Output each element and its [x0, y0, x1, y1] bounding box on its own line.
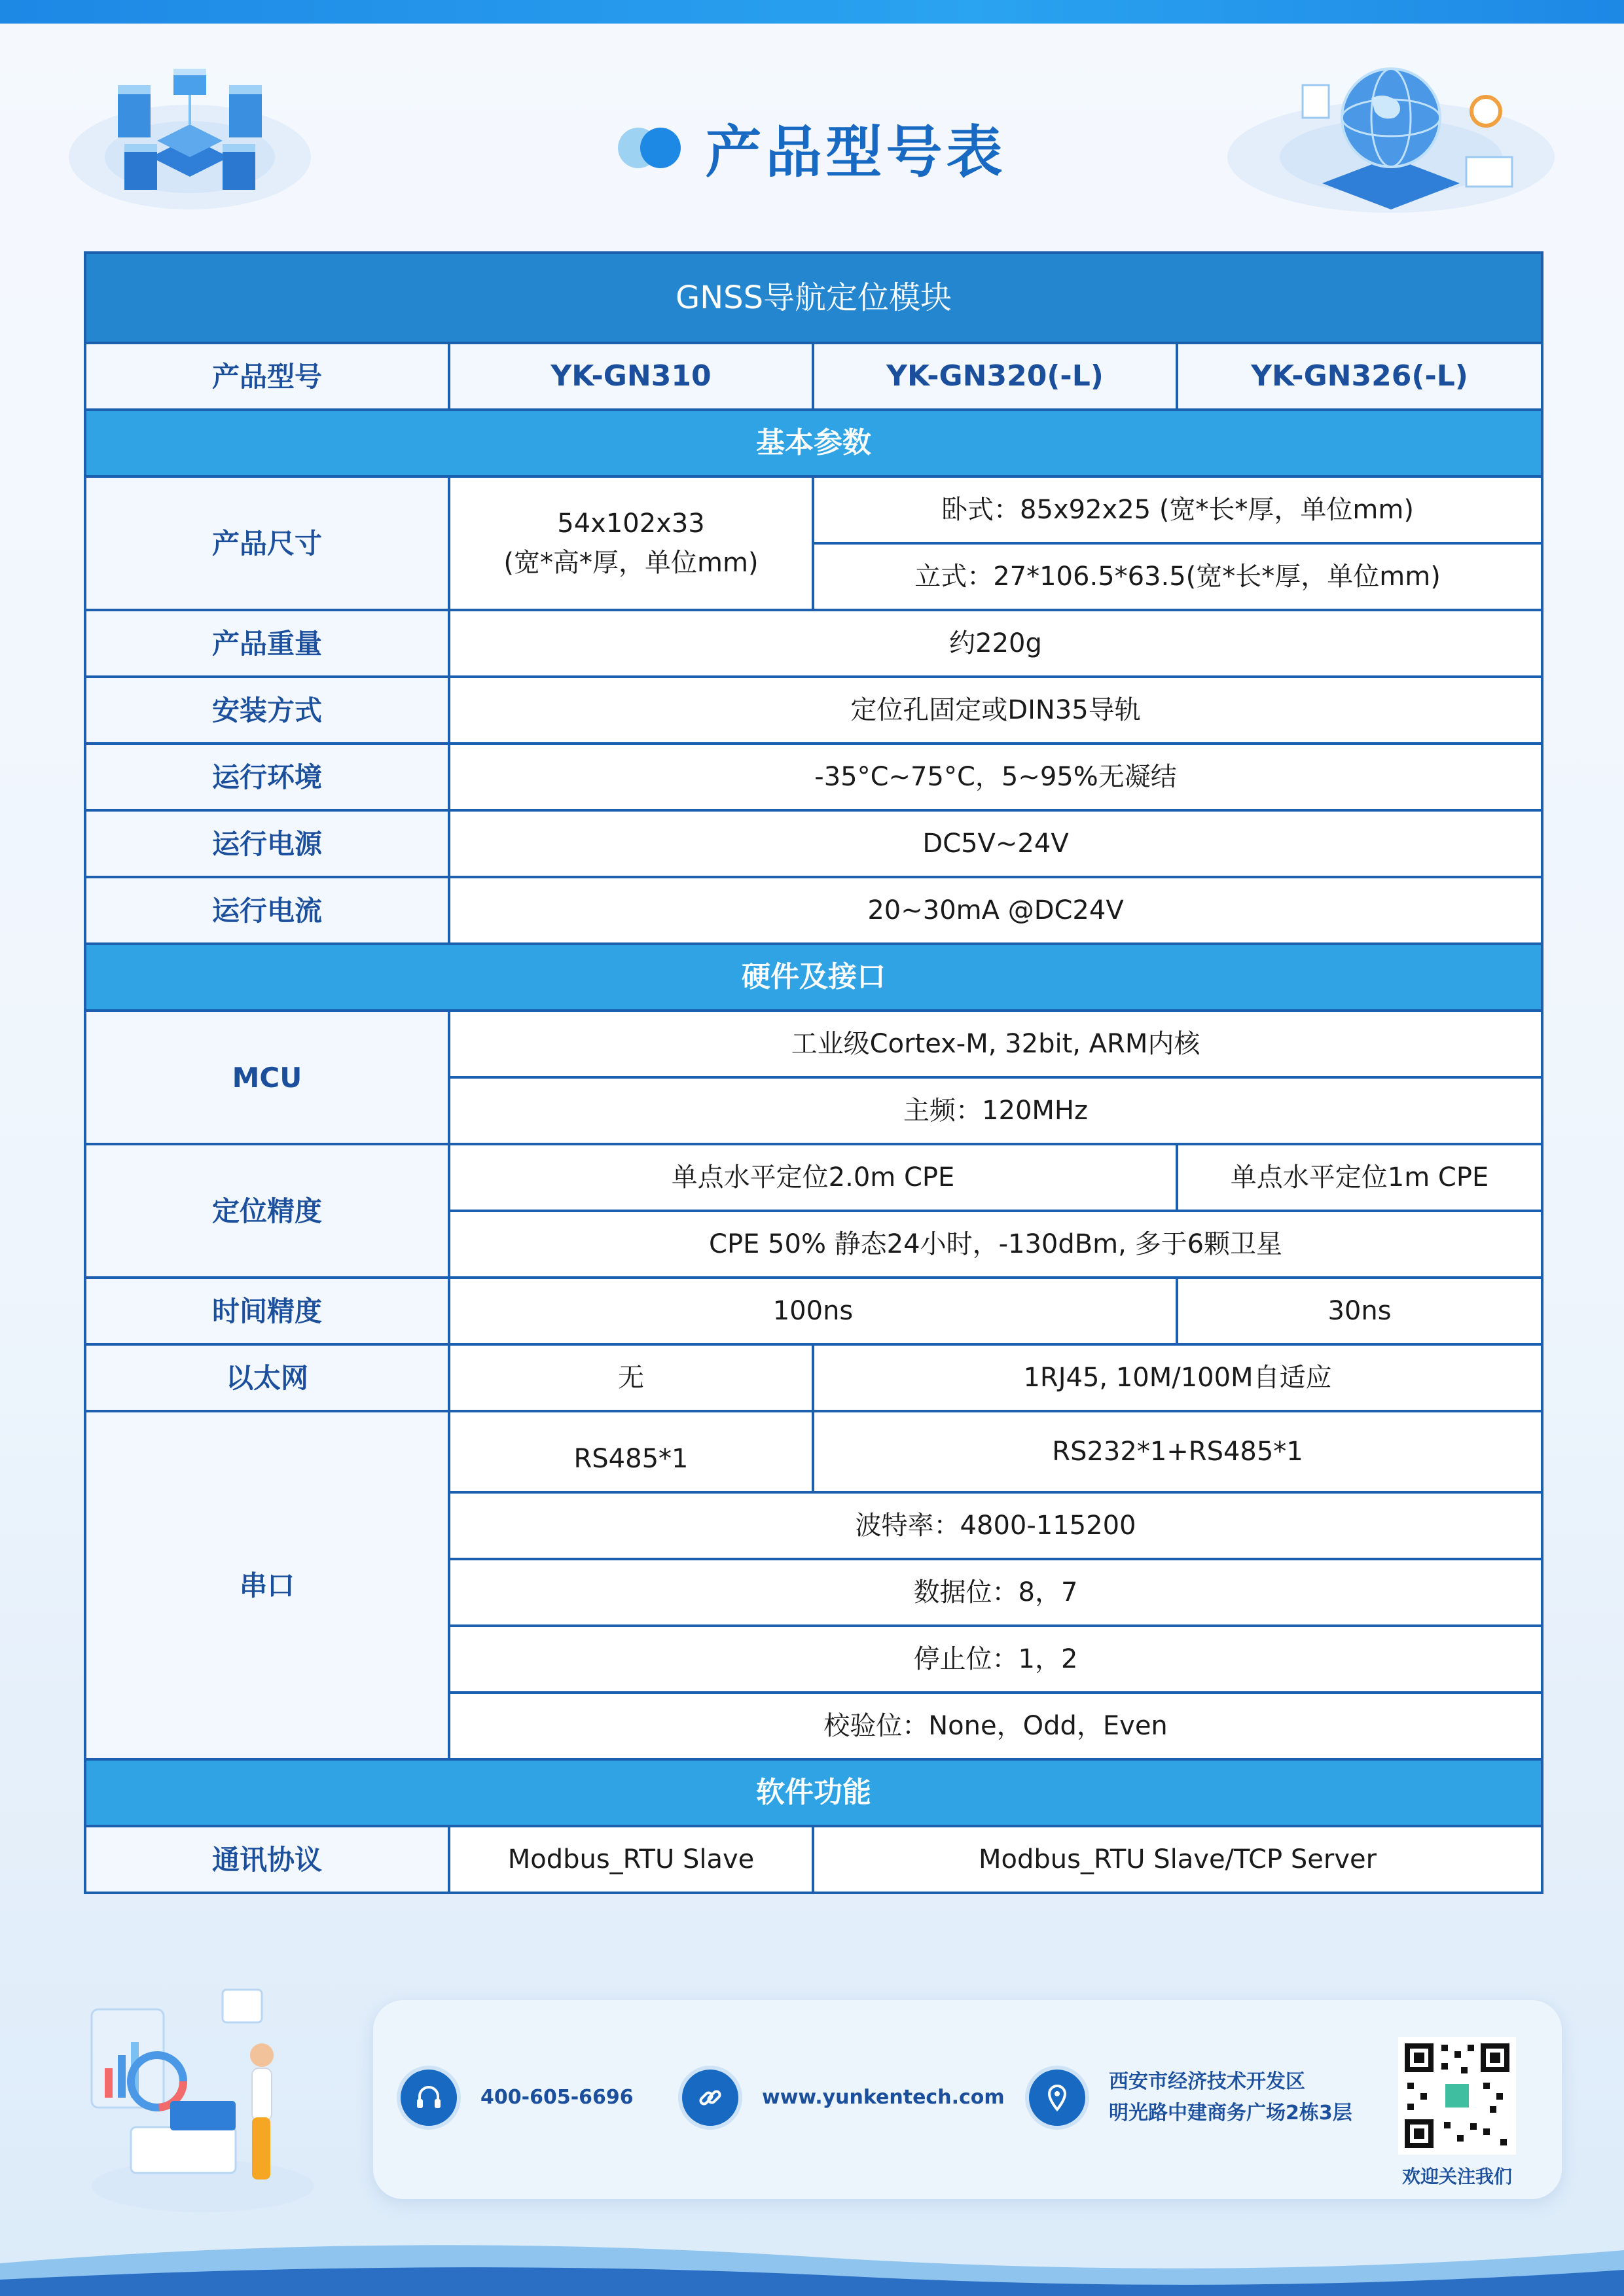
phone-item[interactable]	[397, 2066, 634, 2130]
mount-label: 安装方式	[85, 677, 449, 744]
serial-data: 数据位：8，7	[449, 1559, 1542, 1626]
weight-label: 产品重量	[85, 610, 449, 677]
section-software-row	[85, 1759, 1542, 1826]
time-a: 100ns	[449, 1278, 1177, 1344]
top-accent-bar	[0, 0, 1624, 24]
section-basic: 基本参数	[85, 410, 1542, 476]
size-row-1	[85, 476, 1542, 543]
model-gn326: YK-GN326(-L)	[1177, 343, 1542, 410]
table-title: GNSS导航定位模块	[85, 253, 1542, 343]
mount-value: 定位孔固定或DIN35导轨	[449, 677, 1542, 744]
section-basic-row	[85, 410, 1542, 476]
env-row	[85, 744, 1542, 810]
size-gn310	[449, 476, 813, 610]
address-item	[1025, 2066, 1352, 2130]
ethernet-row	[85, 1344, 1542, 1411]
precision-label: 定位精度	[85, 1144, 449, 1278]
section-software: 软件功能	[85, 1759, 1542, 1826]
serial-label: 串口	[85, 1411, 449, 1759]
ethernet-b: 1RJ45, 10M/100M自适应	[813, 1344, 1542, 1411]
serial-stop: 停止位：1，2	[449, 1626, 1542, 1693]
current-label: 运行电流	[85, 877, 449, 944]
serial-a: RS485*1	[449, 1411, 813, 1492]
model-gn320: YK-GN320(-L)	[813, 343, 1177, 410]
mcu-row-1	[85, 1011, 1542, 1077]
bottom-wave-decoration	[0, 2217, 1624, 2296]
ethernet-label: 以太网	[85, 1344, 449, 1411]
precision-b: 单点水平定位1m CPE	[1177, 1144, 1542, 1211]
address-text	[1109, 2066, 1352, 2129]
ethernet-a: 无	[449, 1344, 813, 1411]
product-spec-table	[84, 251, 1543, 1894]
current-row	[85, 877, 1542, 944]
mcu-freq: 主频：120MHz	[449, 1077, 1542, 1144]
size-label: 产品尺寸	[85, 476, 449, 610]
protocol-row	[85, 1826, 1542, 1893]
weight-value: 约220g	[449, 610, 1542, 677]
section-hardware: 硬件及接口	[85, 944, 1542, 1011]
website-url: www.yunkentech.com	[762, 2086, 1005, 2109]
env-value: -35°C~75°C，5~95%无凝结	[449, 744, 1542, 810]
page-title: 产品型号表	[705, 120, 1007, 185]
time-label: 时间精度	[85, 1278, 449, 1344]
power-value: DC5V~24V	[449, 810, 1542, 877]
protocol-a: Modbus_RTU Slave	[449, 1826, 813, 1893]
table-header-row	[85, 253, 1542, 343]
current-value: 20~30mA @DC24V	[449, 877, 1542, 944]
size-gn310-dims: 54x102x33	[557, 509, 705, 539]
precision-row-1	[85, 1144, 1542, 1211]
title-dots-icon	[618, 124, 690, 170]
power-label: 运行电源	[85, 810, 449, 877]
serial-row-1	[85, 1411, 1542, 1492]
weight-row	[85, 610, 1542, 677]
headset-icon	[397, 2066, 461, 2130]
precision-note: CPE 50% 静态24小时，-130dBm, 多于6颗卫星	[449, 1211, 1542, 1278]
protocol-b: Modbus_RTU Slave/TCP Server	[813, 1826, 1542, 1893]
precision-a: 单点水平定位2.0m CPE	[449, 1144, 1177, 1211]
section-hardware-row	[85, 944, 1542, 1011]
model-label: 产品型号	[85, 343, 449, 410]
page-title-block	[0, 111, 1624, 183]
qr-caption: 欢迎关注我们	[1401, 2166, 1512, 2187]
qr-code[interactable]	[1398, 2037, 1516, 2155]
power-row	[85, 810, 1542, 877]
time-b: 30ns	[1177, 1278, 1542, 1344]
protocol-label: 通讯协议	[85, 1826, 449, 1893]
serial-b: RS232*1+RS485*1	[813, 1411, 1542, 1492]
size-horizontal: 卧式：85x92x25 (宽*长*厚，单位mm)	[813, 476, 1542, 543]
serial-baud: 波特率：4800-115200	[449, 1492, 1542, 1559]
address-line-2: 明光路中建商务广场2栋3层	[1109, 2102, 1352, 2125]
phone-number: 400-605-6696	[480, 2086, 634, 2109]
website-item[interactable]	[678, 2066, 1005, 2130]
serial-parity: 校验位：None，Odd，Even	[449, 1693, 1542, 1759]
size-vertical: 立式：27*106.5*63.5(宽*长*厚，单位mm)	[813, 543, 1542, 610]
link-icon	[678, 2066, 742, 2130]
analyst-illustration	[79, 1970, 327, 2219]
size-gn310-unit: (宽*高*厚，单位mm)	[503, 548, 759, 578]
mcu-core: 工业级Cortex-M, 32bit, ARM内核	[449, 1011, 1542, 1077]
mcu-label: MCU	[85, 1011, 449, 1144]
time-row	[85, 1278, 1542, 1344]
contact-card	[373, 2000, 1562, 2199]
location-icon	[1025, 2066, 1089, 2130]
model-gn310: YK-GN310	[449, 343, 813, 410]
env-label: 运行环境	[85, 744, 449, 810]
mount-row	[85, 677, 1542, 744]
model-row	[85, 343, 1542, 410]
address-line-1: 西安市经济技术开发区	[1109, 2070, 1305, 2093]
